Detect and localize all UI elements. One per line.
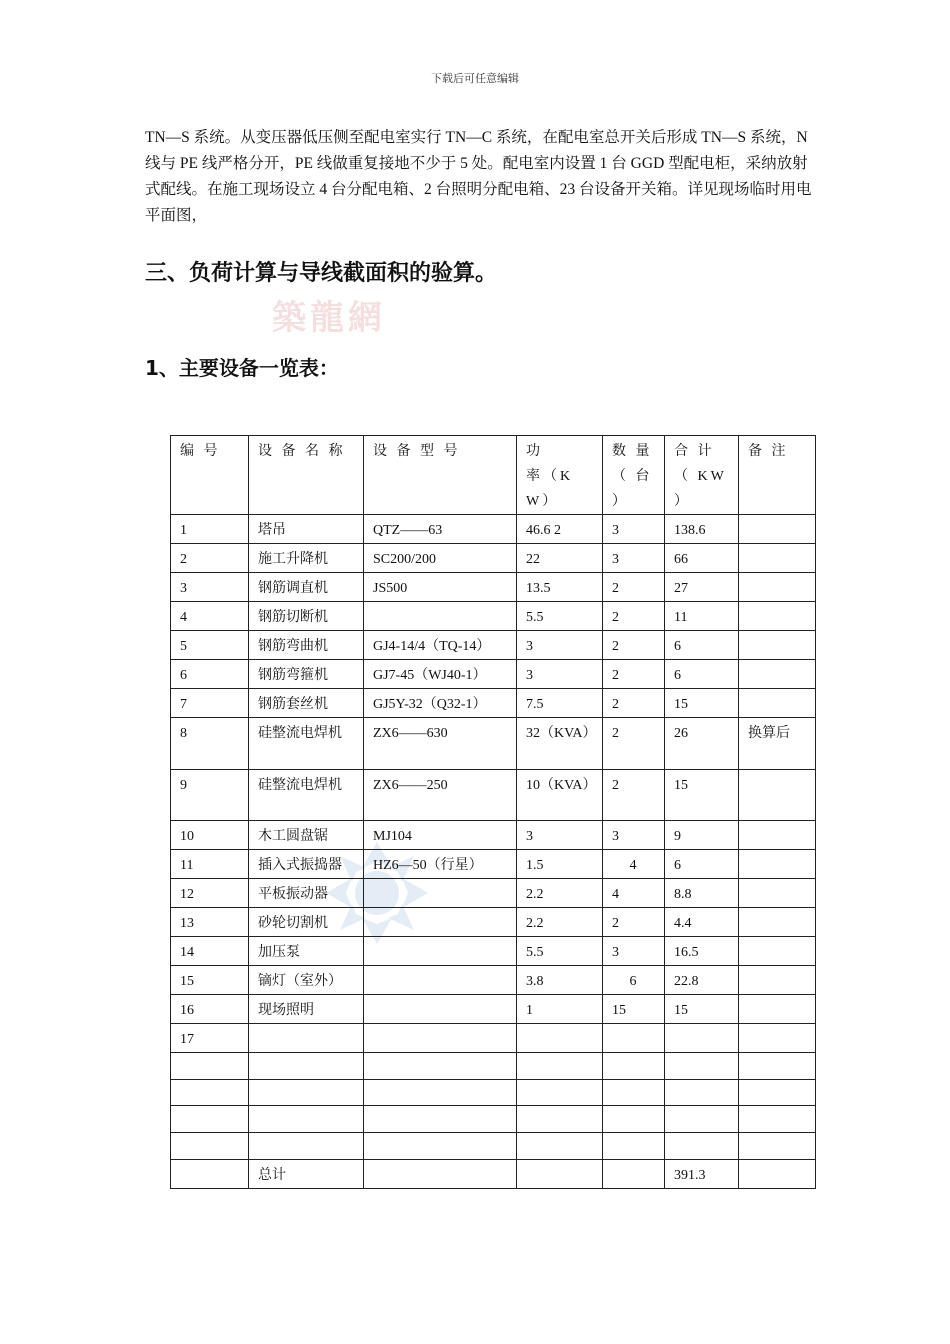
cell-model [364, 1106, 517, 1133]
table-row [171, 718, 816, 770]
cell-no: 15 [171, 966, 249, 995]
table-row [171, 573, 816, 602]
cell-power: 7.5 [517, 689, 603, 718]
cell-total: 4.4 [665, 908, 739, 937]
cell-power: 3 [517, 660, 603, 689]
table-row [171, 966, 816, 995]
cell-no [171, 1159, 249, 1188]
cell-quantity: 2 [603, 718, 665, 770]
cell-total: 6 [665, 850, 739, 879]
cell-remark [739, 631, 816, 660]
cell-power [517, 1106, 603, 1133]
cell-name: 镝灯（室外） [249, 966, 364, 995]
cell-name: 塔吊 [249, 515, 364, 544]
cell-model: MJ104 [364, 821, 517, 850]
cell-power: 3 [517, 821, 603, 850]
cell-total: 11 [665, 602, 739, 631]
cell-power: 13.5 [517, 573, 603, 602]
cell-power [517, 1053, 603, 1080]
cell-quantity: 3 [603, 821, 665, 850]
cell-no: 8 [171, 718, 249, 770]
cell-model [364, 937, 517, 966]
table-row [171, 1106, 816, 1133]
cell-quantity: 15 [603, 995, 665, 1024]
header-cell-total: 合 计（ KW ） [665, 436, 739, 515]
cell-no: 9 [171, 769, 249, 821]
cell-name: 木工圆盘锯 [249, 821, 364, 850]
section-heading: 三、负荷计算与导线截面积的验算。 [145, 261, 498, 286]
cell-quantity: 2 [603, 689, 665, 718]
cell-model: GJ5Y-32（Q32-1） [364, 689, 517, 718]
cell-remark [739, 850, 816, 879]
cell-quantity [603, 1053, 665, 1080]
cell-model: ZX6——250 [364, 769, 517, 821]
cell-name: 施工升降机 [249, 544, 364, 573]
cell-model: SC200/200 [364, 544, 517, 573]
cell-total: 9 [665, 821, 739, 850]
cell-power: 2.2 [517, 879, 603, 908]
cell-quantity: 2 [603, 769, 665, 821]
cell-total: 391.3 [665, 1159, 739, 1188]
cell-total [665, 1079, 739, 1106]
cell-remark [739, 908, 816, 937]
cell-model [364, 1053, 517, 1080]
cell-power: 10（KVA） [517, 769, 603, 821]
cell-no: 11 [171, 850, 249, 879]
cell-quantity [603, 1106, 665, 1133]
cell-quantity: 3 [603, 544, 665, 573]
cell-total: 26 [665, 718, 739, 770]
cell-quantity [603, 1133, 665, 1160]
cell-total: 6 [665, 631, 739, 660]
cell-no: 3 [171, 573, 249, 602]
cell-model [364, 1024, 517, 1053]
cell-total: 6 [665, 660, 739, 689]
table-row [171, 1053, 816, 1080]
cell-quantity [603, 1024, 665, 1053]
table-row [171, 937, 816, 966]
cell-power: 32（KVA） [517, 718, 603, 770]
cell-total [665, 1024, 739, 1053]
cell-name: 插入式振捣器 [249, 850, 364, 879]
cell-name: 钢筋套丝机 [249, 689, 364, 718]
table-row [171, 631, 816, 660]
cell-power: 5.5 [517, 602, 603, 631]
table-row [171, 689, 816, 718]
table-row [171, 850, 816, 879]
cell-remark [739, 821, 816, 850]
cell-remark [739, 573, 816, 602]
cell-model [364, 879, 517, 908]
cell-no: 14 [171, 937, 249, 966]
cell-total: 66 [665, 544, 739, 573]
cell-quantity [603, 1159, 665, 1188]
cell-total [665, 1106, 739, 1133]
cell-model [364, 966, 517, 995]
cell-name [249, 1106, 364, 1133]
cell-remark [739, 1053, 816, 1080]
cell-name: 钢筋切断机 [249, 602, 364, 631]
cell-remark [739, 689, 816, 718]
cell-no: 4 [171, 602, 249, 631]
cell-power [517, 1079, 603, 1106]
header-cell-power: 功 率（KW） [517, 436, 603, 515]
cell-quantity: 2 [603, 602, 665, 631]
cell-power: 1.5 [517, 850, 603, 879]
cell-power: 22 [517, 544, 603, 573]
cell-remark [739, 1079, 816, 1106]
cell-no: 10 [171, 821, 249, 850]
cell-power [517, 1159, 603, 1188]
table-header-row [171, 436, 816, 515]
cell-total: 15 [665, 689, 739, 718]
cell-model: ZX6——630 [364, 718, 517, 770]
cell-model: JS500 [364, 573, 517, 602]
table-row [171, 660, 816, 689]
cell-name: 钢筋弯曲机 [249, 631, 364, 660]
page-header: 下载后可任意编辑 [431, 73, 519, 85]
cell-power: 1 [517, 995, 603, 1024]
table-row [171, 908, 816, 937]
cell-total [665, 1133, 739, 1160]
cell-remark [739, 1106, 816, 1133]
table-row [171, 995, 816, 1024]
cell-model [364, 995, 517, 1024]
table-row [171, 879, 816, 908]
cell-power: 2.2 [517, 908, 603, 937]
cell-name: 硅整流电焊机 [249, 769, 364, 821]
cell-model [364, 1079, 517, 1106]
cell-model: HZ6—50（行星） [364, 850, 517, 879]
table-row [171, 515, 816, 544]
cell-model [364, 602, 517, 631]
cell-model [364, 1133, 517, 1160]
intro-paragraph: TN—S 系统。从变压器低压侧至配电室实行 TN—C 系统，在配电室总开关后形成 TN—S 系统，N 线与 PE 线严格分开，PE 线做重复接地不少于 5 处。配电室内设置 1 台 GGD 型配电柜，采纳放射式配线。在施工现场设立 4 台分配电箱、2 台照明分配电箱、23 台设备开关箱。详见现场临时用电平面图， [145, 129, 812, 224]
cell-quantity: 3 [603, 515, 665, 544]
table-row [171, 544, 816, 573]
cell-total: 22.8 [665, 966, 739, 995]
table-row [171, 821, 816, 850]
cell-quantity: 2 [603, 631, 665, 660]
cell-power [517, 1024, 603, 1053]
cell-no: 12 [171, 879, 249, 908]
cell-model: QTZ——63 [364, 515, 517, 544]
cell-model: GJ4-14/4（TQ-14） [364, 631, 517, 660]
cell-name: 钢筋调直机 [249, 573, 364, 602]
cell-quantity: 4 [603, 850, 665, 879]
cell-no: 2 [171, 544, 249, 573]
equipment-table [170, 435, 816, 1189]
header-cell-model: 设 备 型 号 [364, 436, 517, 515]
cell-remark: 换算后 [739, 718, 816, 770]
table-row [171, 1133, 816, 1160]
cell-name [249, 1024, 364, 1053]
cell-no: 17 [171, 1024, 249, 1053]
cell-remark [739, 1159, 816, 1188]
cell-no: 16 [171, 995, 249, 1024]
cell-no [171, 1079, 249, 1106]
cell-name: 砂轮切割机 [249, 908, 364, 937]
cell-total: 27 [665, 573, 739, 602]
cell-total: 15 [665, 769, 739, 821]
header-cell-no: 编 号 [171, 436, 249, 515]
cell-name: 硅整流电焊机 [249, 718, 364, 770]
cell-quantity [603, 1079, 665, 1106]
cell-model: GJ7-45（WJ40-1） [364, 660, 517, 689]
sub-heading: 1、主要设备一览表： [145, 356, 339, 380]
cell-remark [739, 515, 816, 544]
cell-remark [739, 966, 816, 995]
cell-power: 3.8 [517, 966, 603, 995]
header-cell-remark: 备 注 [739, 436, 816, 515]
cell-total [665, 1053, 739, 1080]
cell-remark [739, 1133, 816, 1160]
cell-total: 15 [665, 995, 739, 1024]
cell-name [249, 1053, 364, 1080]
cell-quantity: 4 [603, 879, 665, 908]
header-cell-quantity: 数 量（ 台 ） [603, 436, 665, 515]
cell-remark [739, 937, 816, 966]
cell-remark [739, 769, 816, 821]
cell-name: 现场照明 [249, 995, 364, 1024]
cell-name: 钢筋弯箍机 [249, 660, 364, 689]
cell-no: 5 [171, 631, 249, 660]
cell-no: 6 [171, 660, 249, 689]
cell-total: 138.6 [665, 515, 739, 544]
cell-model [364, 908, 517, 937]
cell-remark [739, 995, 816, 1024]
cell-power [517, 1133, 603, 1160]
cell-no: 7 [171, 689, 249, 718]
cell-no [171, 1106, 249, 1133]
cell-name [249, 1079, 364, 1106]
table-row [171, 1079, 816, 1106]
cell-quantity: 2 [603, 573, 665, 602]
cell-name [249, 1133, 364, 1160]
cell-name: 平板振动器 [249, 879, 364, 908]
cell-remark [739, 602, 816, 631]
watermark: 築龍網 [272, 298, 386, 338]
cell-remark [739, 544, 816, 573]
cell-remark [739, 879, 816, 908]
table-row [171, 1159, 816, 1188]
cell-quantity: 6 [603, 966, 665, 995]
cell-power: 46.6 2 [517, 515, 603, 544]
cell-no [171, 1053, 249, 1080]
cell-name: 总计 [249, 1159, 364, 1188]
cell-name: 加压泵 [249, 937, 364, 966]
cell-power: 3 [517, 631, 603, 660]
cell-quantity: 2 [603, 908, 665, 937]
cell-model [364, 1159, 517, 1188]
cell-no: 13 [171, 908, 249, 937]
cell-remark [739, 660, 816, 689]
table-row [171, 1024, 816, 1053]
table-row [171, 769, 816, 821]
cell-total: 16.5 [665, 937, 739, 966]
cell-remark [739, 1024, 816, 1053]
cell-total: 8.8 [665, 879, 739, 908]
cell-no [171, 1133, 249, 1160]
table-row [171, 602, 816, 631]
cell-power: 5.5 [517, 937, 603, 966]
cell-quantity: 3 [603, 937, 665, 966]
cell-quantity: 2 [603, 660, 665, 689]
header-cell-name: 设 备 名 称 [249, 436, 364, 515]
cell-no: 1 [171, 515, 249, 544]
